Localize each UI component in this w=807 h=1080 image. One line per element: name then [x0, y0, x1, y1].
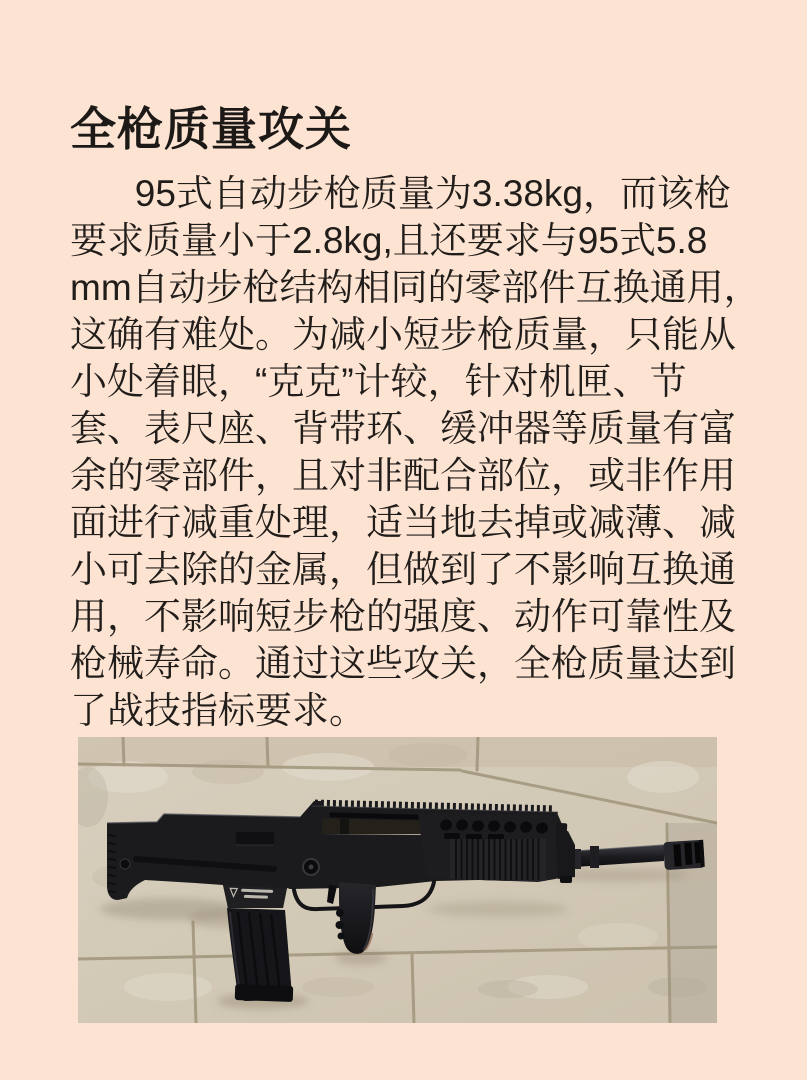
- body-line: 枪械寿命。通过这些攻关，全枪质量达到: [70, 643, 736, 684]
- sling-pin: [120, 859, 130, 869]
- body-line: 套、表尺座、背带环、缓冲器等质量有富: [70, 408, 736, 449]
- rifle-photo: [78, 737, 717, 1023]
- body-line: 了战技指标要求。: [70, 690, 366, 731]
- handguard-ribs: [450, 839, 546, 881]
- body-line: 用，不影响短步枪的强度、动作可靠性及: [70, 596, 736, 637]
- flash-hider: [663, 840, 705, 870]
- page-title: 全枪质量攻关: [70, 103, 352, 155]
- article: [70, 100, 761, 734]
- body-line: 面进行减重处理，适当地去掉或减薄、减: [70, 502, 736, 543]
- body-line: 95式自动步枪质量为3.38kg，而该枪: [134, 173, 731, 214]
- magazine: [227, 908, 293, 1002]
- body-line: 这确有难处。为减小短步枪质量，只能从: [70, 314, 736, 355]
- body-line: 小处着眼，“克克”计较，针对机匣、节: [70, 361, 687, 402]
- body-line: mm自动步枪结构相同的零部件互换通用，: [70, 267, 761, 308]
- body-line: 小可去除的金属，但做到了不影响互换通: [70, 549, 736, 590]
- magwell: [223, 885, 287, 908]
- ejection-port: [236, 832, 274, 845]
- selector-pivot-center: [309, 865, 314, 870]
- body-line: 余的零部件，且对非配合部位，或非作用: [70, 455, 736, 496]
- barrel-collar: [590, 846, 599, 868]
- article-body: [70, 170, 761, 734]
- rifle-photo-art: [78, 737, 717, 1023]
- sling-loop: [560, 876, 572, 883]
- body-line: 要求质量小于2.8kg,且还要求与95式5.8: [70, 220, 708, 261]
- magazine-baseplate: [235, 984, 294, 1002]
- handguard: [418, 813, 573, 882]
